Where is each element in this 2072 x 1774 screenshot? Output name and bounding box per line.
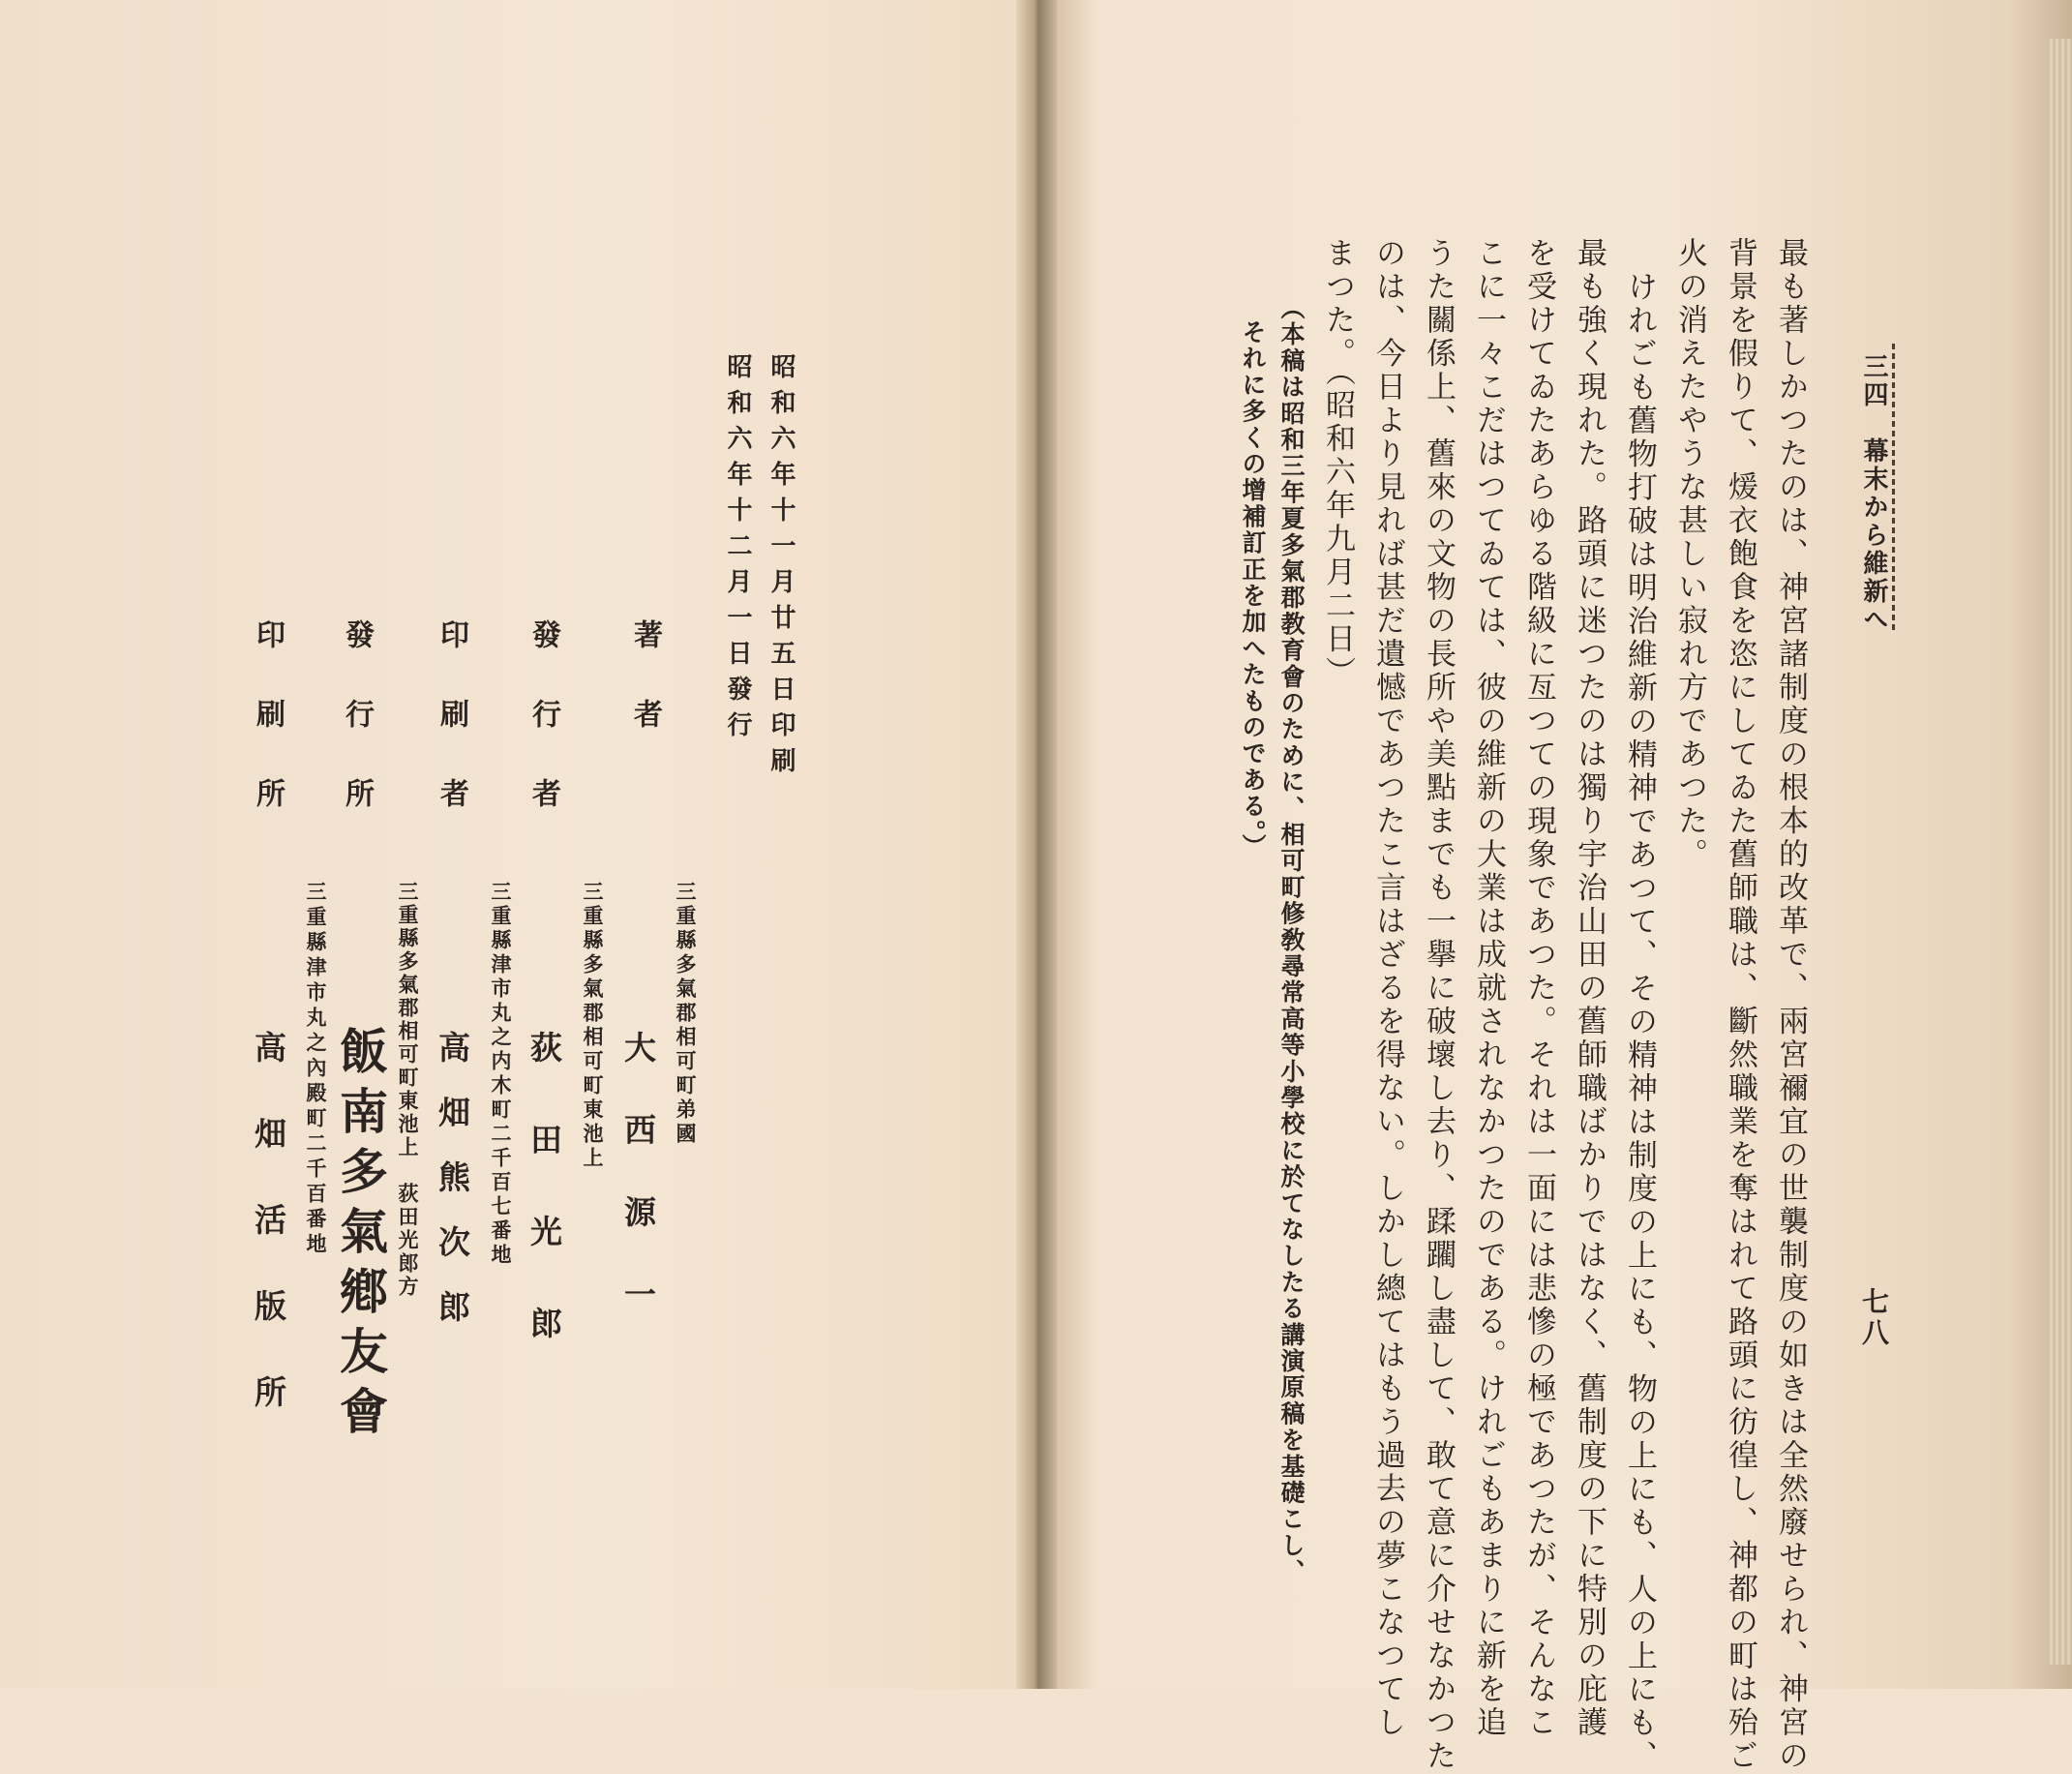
left-page-colophon	[0, 0, 1016, 1689]
body-line-8: うた關係上、舊來の文物の長所や美點までも一擧に破壞し去り、蹂躙し盡して、敢て意に介せなかつた	[1421, 237, 1456, 1773]
note-line-2: それに多くの增補訂正を加へたものである。）	[1239, 319, 1267, 860]
body-line-6: を受けてゐたあらゆる階級に亙つての現象であつた。それは一面には悲慘の極であつたが、そんなこ	[1521, 237, 1556, 1740]
publishing-house-address: 三重縣多氣郡相可町東池上 荻田光郎方	[396, 881, 420, 1299]
role-printing-house: 印刷所	[251, 619, 285, 857]
print-date: 昭和六年十一月廿五日印刷	[766, 353, 796, 783]
header-rule	[1892, 344, 1895, 634]
body-line-5: 最も強く現れた。路頭に迷つたのは獨り宇治山田の舊師職ばかりではなく、舊制度の下に特別の庇護	[1572, 237, 1607, 1740]
body-line-10: まつた。（昭和六年九月二日）	[1320, 237, 1355, 690]
body-line-3: 火の消えたやうな甚しい寂れ方であつた。	[1672, 237, 1707, 872]
author-address: 三重縣多氣郡相可町弟國	[674, 881, 698, 1147]
book-gutter	[1016, 0, 1057, 1689]
body-line-9: のは、今日より見れば甚だ遺憾であつたこ言はざるを得ない。しかし總てはもう過去の夢こなつてし	[1370, 237, 1405, 1740]
page-number: 七八	[1858, 1287, 1890, 1349]
body-line-7: こに一々こだはつてゐては、彼の維新の大業は成就されなかつたのである。けれごもあまりに新を追	[1471, 237, 1506, 1740]
body-line-1: 最も著しかつたのは、神宮諸制度の根本的改革で、兩宮禰宜の世襲制度の如きは全然廢せられ、神宮の	[1773, 237, 1808, 1773]
publishing-house-name: 飯南多氣鄕友會	[332, 1026, 389, 1446]
role-printer: 印刷者	[435, 619, 468, 857]
page-edges	[2047, 39, 2072, 1665]
role-publishing-house: 發行所	[340, 619, 374, 857]
body-line-4: けれごも舊物打破は明治維新の精神であつて、その精神は制度の上にも、物の上にも、人の上にも、	[1622, 271, 1657, 1774]
right-page-body	[1057, 0, 2072, 1689]
publisher-name: 荻田光郎	[526, 1031, 563, 1398]
publisher-address: 三重縣多氣郡相可町東池上	[581, 881, 605, 1171]
printing-house-name: 高畑活版所	[250, 1031, 287, 1461]
note-line-1: （本稿は昭和三年夏多氣郡教育會のために、相可町修敎尋常高等小學校に於てなしたる講演原稿を基礎こし、	[1277, 295, 1306, 1585]
role-author: 著者	[628, 619, 662, 778]
body-line-2: 背景を假りて、煖衣飽食を恣にしてゐた舊師職は、斷然職業を奪はれて路頭に彷徨し、神都の町は殆ご	[1723, 237, 1757, 1773]
printer-address: 三重縣津市丸之内木町二千百七番地	[489, 881, 513, 1268]
printer-name: 高畑熊次郎	[434, 1031, 471, 1355]
running-title: 三四 幕末から維新へ	[1859, 353, 1888, 634]
author-name: 大西源一	[619, 1031, 657, 1360]
role-publisher: 發行者	[526, 619, 560, 857]
printing-house-address: 三重縣津市丸之內殿町二千百番地	[304, 881, 328, 1258]
issue-date: 昭和六年十二月一日發行	[723, 353, 752, 747]
